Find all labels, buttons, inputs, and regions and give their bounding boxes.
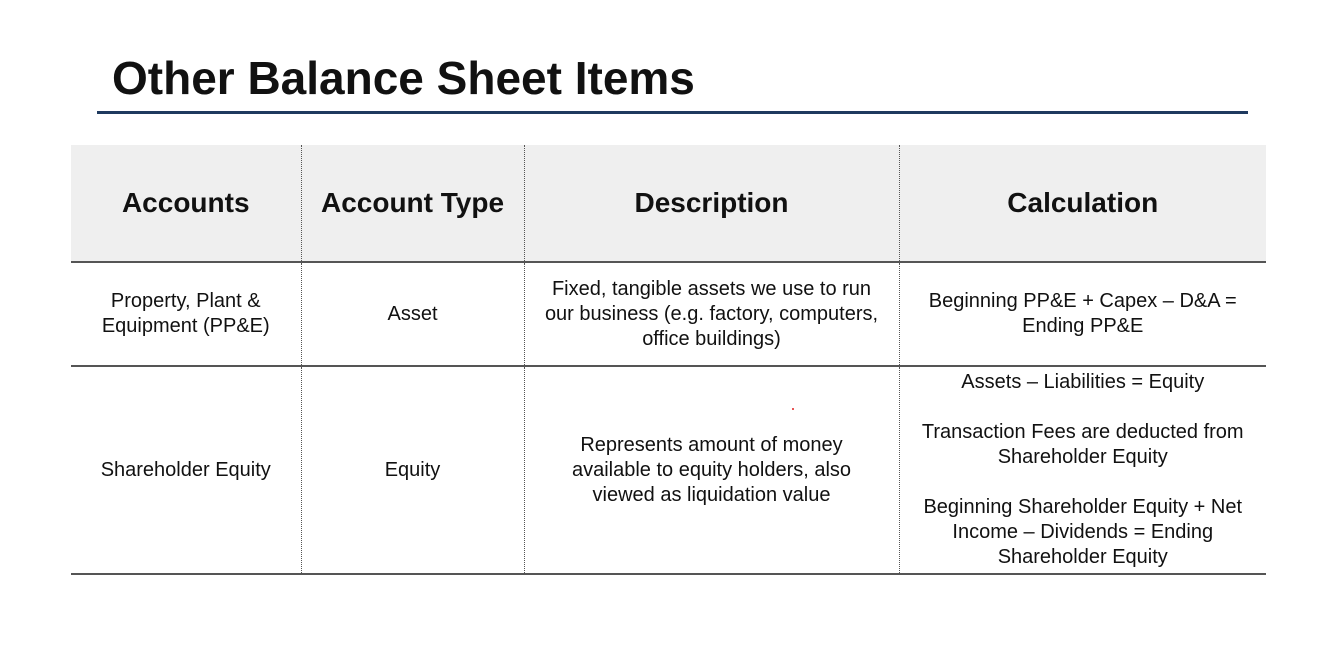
table-row-shareholder-equity: [71, 366, 1266, 574]
equity-description-cell: [524, 366, 899, 574]
title-underline: [97, 111, 1248, 114]
header-account-type: Account Type: [301, 145, 524, 262]
equity-account-name: Shareholder Equity: [100, 458, 271, 481]
slide-title: Other Balance Sheet Items: [112, 52, 695, 104]
equity-calculation-line: Transaction Fees are deducted from Shareholder Equity: [921, 421, 1244, 468]
header-calculation: Calculation: [899, 145, 1266, 262]
header-description: Description: [524, 145, 899, 262]
ppe-calculation: Beginning PP&E + Capex – D&A = Ending PP&E: [928, 290, 1237, 337]
table-row-ppe: [71, 262, 1266, 366]
equity-account-type: Equity: [301, 366, 524, 574]
equity-calculation-cell: [899, 366, 1266, 574]
equity-calculation-line: Beginning Shareholder Equity + Net Income – Dividends = Ending Shareholder Equity: [923, 496, 1243, 568]
ppe-calculation-cell: [899, 262, 1266, 366]
ppe-account-type: Asset: [301, 262, 524, 366]
stray-red-dot: [792, 408, 794, 410]
ppe-description: Fixed, tangible assets we use to run our business (e.g. factory, computers, office buildings): [544, 277, 879, 350]
header-accounts: Accounts: [71, 145, 301, 262]
balance-sheet-table: [71, 145, 1266, 575]
table-header-row: [71, 145, 1266, 262]
ppe-account-name: Property, Plant & Equipment (PP&E): [101, 290, 270, 337]
ppe-account-cell: [71, 262, 301, 366]
ppe-description-cell: [524, 262, 899, 366]
equity-calculation-line: Assets – Liabilities = Equity: [961, 371, 1205, 393]
equity-description: Represents amount of money available to equity holders, also viewed as liquidation value: [571, 433, 852, 506]
equity-account-cell: [71, 366, 301, 574]
